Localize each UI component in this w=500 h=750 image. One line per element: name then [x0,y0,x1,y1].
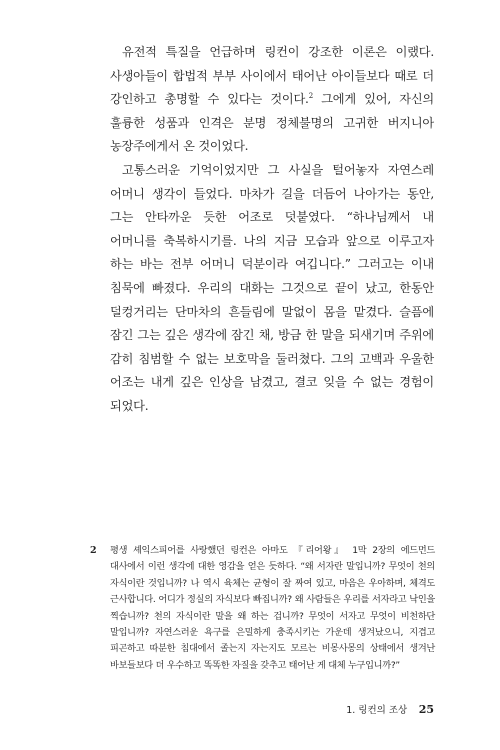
page-number: 25 [418,703,434,716]
page-footer [346,702,434,716]
paragraph-1-part-a: 유전적 특질을 언급하며 링컨이 강조한 이론은 이랬다. 사생아들이 합법적 부부 사이에서 태어난 아이들보다 때로 더 강인하고 총명할 수 있다는 것이다. [110,45,434,107]
running-footer-chapter: 1. 링컨의 조상 [346,705,408,716]
paragraph-1-part-b: 그에게 있어, 자신의 훌륭한 성품과 인격은 분명 정체불명의 고귀한 버지니아 농장주에게서 온 것이었다. [110,92,434,154]
footnote-reference[interactable]: 2 [308,92,313,101]
footnote [90,543,435,674]
paragraph-1 [110,41,434,159]
footnote-text: 평생 셰익스피어를 사랑했던 링컨은 아마도 『리어왕』 1막 2장의 에드먼드 대사에서 이런 생각에 대한 영감을 얻은 듯하다. “왜 서자란 말입니까? 무엇이 천의 자식이란 것입니까? 나 역시 육체는 균형이 잘 짜여 있고, 마음은 우아하며, 체격도 근사합니다. 어디가 정실의 자식보다 빠집니까? 왜 사람들은 우리를 서자라고 낙인을 찍습니까? 천의 자식이란 말을 왜 하는 겁니까? 무엇이 서자고 무엇이 비천하단 말입니까? 자연스러운 욕구를 은밀하게 충족시키는 가운데 생겨났으니, 지겹고 피곤하고 따분한 침대에서 졸는지 자는지도 모르는 비몽사몽의 상태에서 생겨난 바보들보다 더 우수하고 똑똑한 자질을 갖추고 태어난 게 대체 누구입니까?” [110,545,435,671]
main-text [110,41,434,419]
paragraph-2: 고통스러운 기억이었지만 그 사실을 털어놓자 자연스레 어머니 생각이 들었다. 마차가 길을 더듬어 나아가는 동안, 그는 안타까운 듯한 어조로 덧붙였다. “하나님께서 내 어머니를 축복하시기를. 나의 지금 모습과 앞으로 이루고자 하는 바는 전부 어머니 덕분이라 여깁니다.” 그러고는 이내 침묵에 빠졌다. 우리의 대화는 그것으로 끝이 났고, 한동안 덜컹거리는 단마차의 흔들림에 말없이 몸을 맡겼다. 슬픔에 잠긴 그는 깊은 생각에 잠긴 채, 방금 한 말을 되새기며 주위에 감히 침범할 수 없는 보호막을 둘러쳤다. 그의 고백과 우울한 어조는 내게 깊은 인상을 남겼고, 결코 잊을 수 없는 경험이 되었다. [110,162,434,413]
footnote-number: 2 [90,545,97,556]
